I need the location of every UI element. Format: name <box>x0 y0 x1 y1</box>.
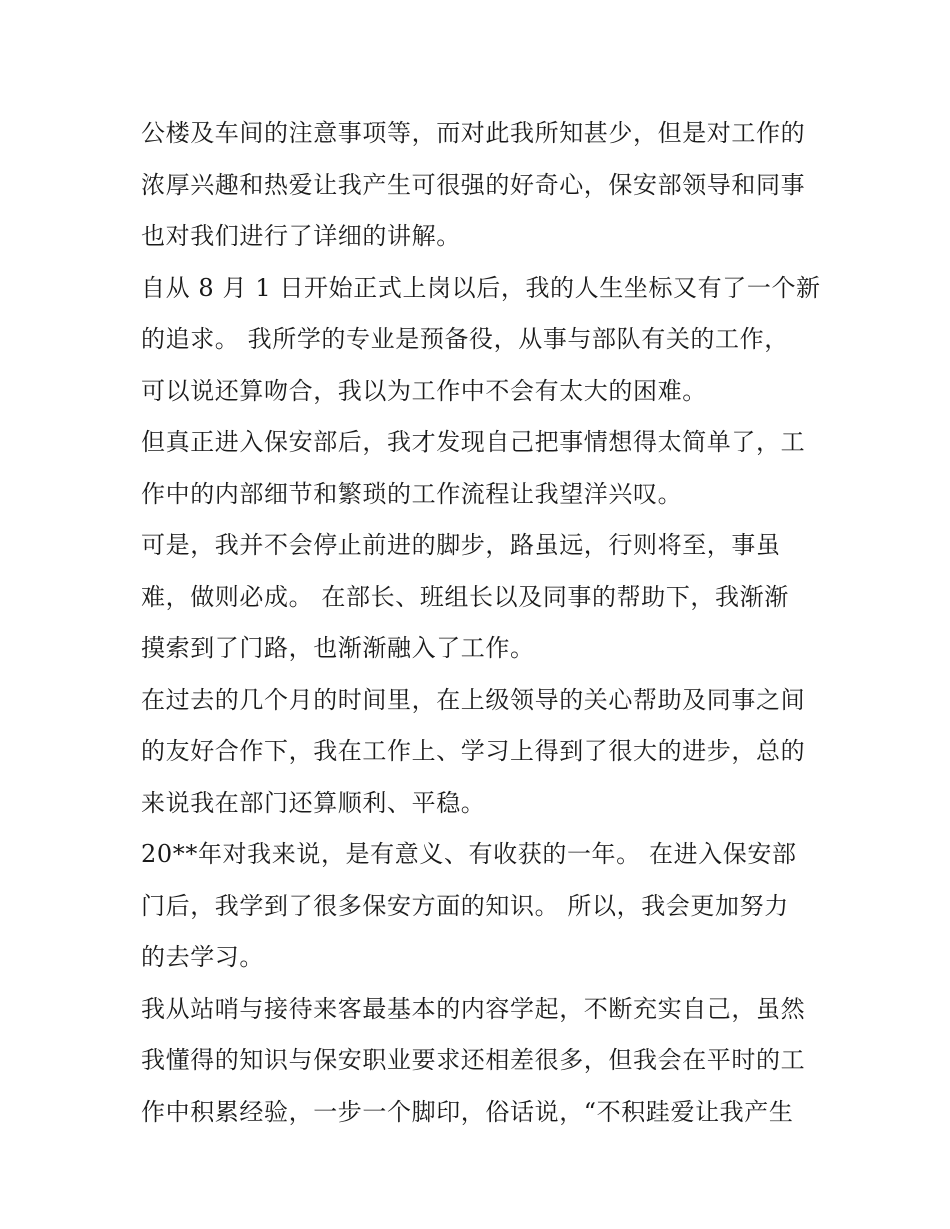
paragraph-3 <box>141 417 821 520</box>
text-line: 也对我们进行了详细的讲解。 <box>141 222 461 250</box>
text-line: 摸索到了门路，也渐渐融入了工作。 <box>141 634 535 662</box>
paragraph-1 <box>141 108 821 263</box>
paragraph-7 <box>141 984 821 1139</box>
text-line: 作中积累经验，一步一个脚印，俗话说，“不积跬爱让我产生 <box>141 1097 794 1126</box>
text-line: 在过去的几个月的时间里，在上级领导的关心帮助及同事之间 <box>141 685 806 714</box>
paragraph-2 <box>141 263 821 418</box>
text-line: 门后，我学到了很多保安方面的知识。 所以，我会更加努力 <box>141 891 789 920</box>
text-line: 难，做则必成。 在部长、班组长以及同事的帮助下，我渐渐 <box>141 582 789 611</box>
text-line: 的友好合作下，我在工作上、学习上得到了很大的进步，总的 <box>141 737 806 765</box>
text-line: 我从站哨与接待来客最基本的内容学起，不断充实自己，虽然 <box>141 994 806 1023</box>
text-line: 浓厚兴趣和热爱让我产生可很强的好奇心，保安部领导和同事 <box>141 170 806 199</box>
text-line: 作中的内部细节和繁琐的工作流程让我望洋兴叹。 <box>141 479 683 508</box>
paragraph-6 <box>141 829 821 984</box>
text-line: 的去学习。 <box>141 943 264 971</box>
text-line: 公楼及车间的注意事项等，而对此我所知甚少，但是对工作的 <box>141 119 806 147</box>
paragraph-4 <box>141 520 821 675</box>
text-line: 可以说还算吻合，我以为工作中不会有太大的困难。 <box>141 376 707 405</box>
text-line: 可是，我并不会停止前进的脚步，路虽远，行则将至，事虽 <box>141 531 781 559</box>
document-body <box>141 108 821 1138</box>
text-line: 20**年对我来说，是有意义、有收获的一年。 在进入保安部 <box>141 840 797 868</box>
text-line: 的追求。 我所学的专业是预备役，从事与部队有关的工作， <box>141 325 789 353</box>
paragraph-5 <box>141 675 821 830</box>
text-line: 但真正进入保安部后，我才发现自己把事情想得太简单了，工 <box>141 428 806 456</box>
text-line: 自从 8 月 1 日开始正式上岗以后，我的人生坐标又有了一个新 <box>141 273 821 302</box>
text-line: 我懂得的知识与保安职业要求还相差很多，但我会在平时的工 <box>141 1046 806 1074</box>
text-line: 来说我在部门还算顺利、平稳。 <box>141 788 486 817</box>
